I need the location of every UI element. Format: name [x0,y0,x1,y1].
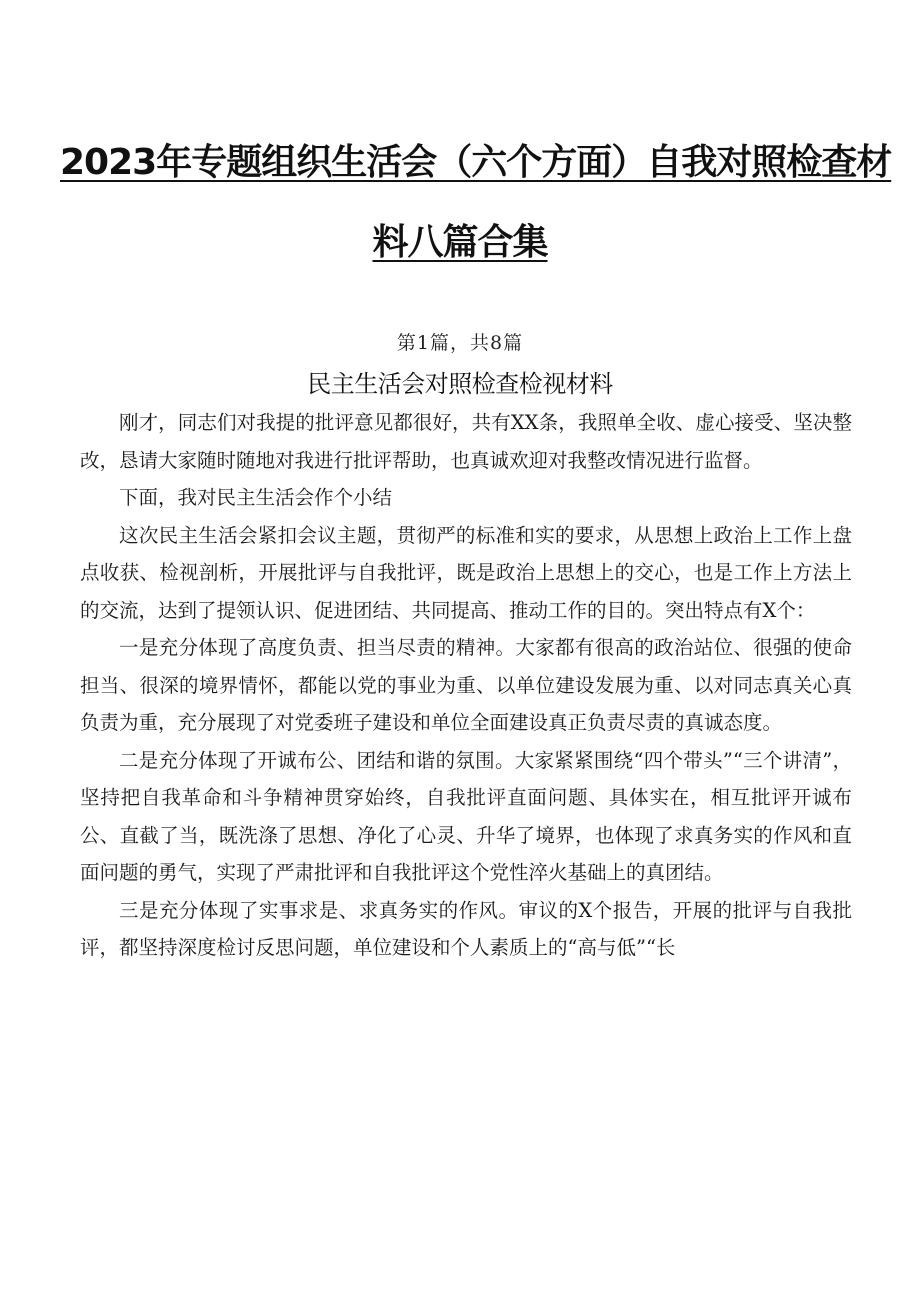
paragraph: 这次民主生活会紧扣会议主题，贯彻严的标准和实的要求，从思想上政治上工作上盘点收获、检视剖析，开展批评与自我批评，既是政治上思想上的交心，也是工作上方法上的交流，达到了提领认识、促进团结、共同提高、推动工作的目的。突出特点有X个： [80,523,852,622]
paragraph: 一是充分体现了高度负责、担当尽责的精神。大家都有很高的政治站位、很强的使命担当、很深的境界情怀，都能以党的事业为重、以单位建设发展为重、以对同志真关心真负责为重，充分展现了对党委班子建设和单位全面建设真正负责尽责的真诚态度。 [80,636,852,734]
paragraph: 三是充分体现了实事求是、求真务实的作风。审议的X个报告，开展的批评与自我批评，都坚持深度检讨反思问题，单位建设和个人素质上的“高与低”“长 [80,898,852,959]
paragraph: 二是充分体现了开诚布公、团结和谐的氛围。大家紧紧围绕“四个带头”“三个讲清”，坚持把自我革命和斗争精神贯穿始终，自我批评直面问题、具体实在，相互批评开诚布公、直截了当，既洗涤了思想、净化了心灵、升华了境界，也体现了求真务实的作风和直面问题的勇气，实现了严肃批评和自我批评这个党性淬火基础上的真团结。 [80,748,852,884]
paragraph: 刚才，同志们对我提的批评意见都很好，共有XX条，我照单全收、虚心接受、坚决整改，恳请大家随时随地对我进行批评帮助，也真诚欢迎对我整改情况进行监督。 [80,411,852,472]
document-body [80,404,852,967]
part-indicator: 第1篇，共8篇 [396,332,524,354]
document-title-line-2: 料八篇合集 [372,222,548,263]
paragraph: 下面，我对民主生活会作个小结 [119,486,393,509]
section-title: 民主生活会对照检查检视材料 [307,370,613,398]
document-title-line-1: 2023年专题组织生活会（六个方面）自我对照检查材 [60,142,892,183]
